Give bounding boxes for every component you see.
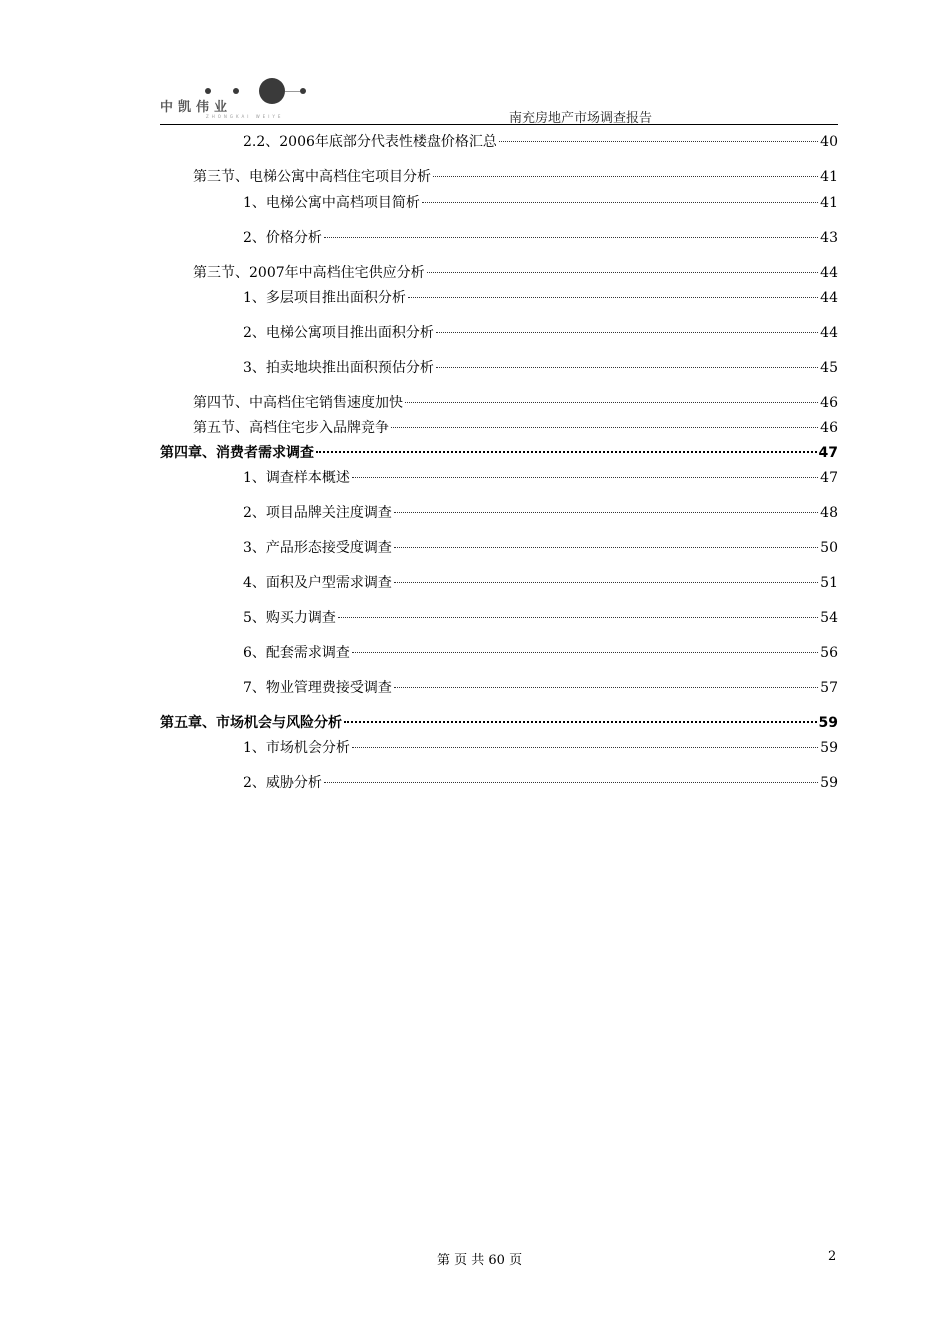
toc-entry-title: 7、物业管理费接受调查 — [243, 680, 392, 696]
toc-dot-leader — [436, 331, 818, 333]
toc-entry-title: 1、市场机会分析 — [243, 740, 350, 756]
report-title: 南充房地产市场调查报告 — [508, 111, 652, 126]
toc-entry-page: 47 — [820, 470, 838, 486]
toc-entry-section[interactable] — [160, 263, 838, 283]
toc-entry-item[interactable] — [160, 503, 838, 523]
toc-entry-page: 41 — [820, 169, 838, 185]
toc-dot-leader — [352, 651, 818, 653]
toc-entry-section[interactable] — [160, 167, 838, 187]
toc-entry-item[interactable] — [160, 773, 838, 793]
toc-entry-title: 第五节、高档住宅步入品牌竞争 — [193, 420, 389, 436]
toc-entry-page: 46 — [820, 395, 838, 411]
toc-entry-title: 第四章、消费者需求调查 — [160, 445, 314, 461]
toc-entry-item[interactable] — [160, 193, 838, 213]
toc-entry-page: 40 — [820, 134, 838, 150]
footer-page-count: 第 页 共 60 页 — [437, 1253, 523, 1268]
toc-entry-title: 2.2、2006年底部分代表性楼盘价格汇总 — [243, 134, 497, 150]
header-divider — [160, 124, 838, 125]
toc-dot-leader — [324, 781, 818, 783]
toc-entry-title: 2、价格分析 — [243, 230, 322, 246]
toc-entry-page: 59 — [818, 715, 838, 731]
toc-entry-title: 6、配套需求调查 — [243, 645, 350, 661]
toc-entry-title: 第三节、电梯公寓中高档住宅项目分析 — [193, 169, 431, 185]
toc-entry-page: 51 — [820, 575, 838, 591]
toc-dot-leader — [405, 401, 818, 403]
toc-entry-section[interactable] — [160, 393, 838, 413]
toc-entry-page: 44 — [820, 325, 838, 341]
toc-dot-leader — [433, 175, 818, 177]
logo-text: 中凯伟业 — [160, 100, 233, 115]
toc-dot-leader — [352, 746, 818, 748]
logo-subtext: ZHONGKAI WEIYE — [206, 114, 284, 119]
toc-entry-page: 44 — [820, 265, 838, 281]
toc-entry-page: 45 — [820, 360, 838, 376]
toc-entry-title: 第五章、市场机会与风险分析 — [160, 715, 342, 731]
toc-entry-page: 57 — [820, 680, 838, 696]
toc-entry-page: 41 — [820, 195, 838, 211]
toc-dot-leader — [324, 236, 818, 238]
toc-entry-item[interactable] — [160, 358, 838, 378]
toc-entry-title: 4、面积及户型需求调查 — [243, 575, 392, 591]
toc-entry-item[interactable] — [160, 468, 838, 488]
toc-entry-title: 1、多层项目推出面积分析 — [243, 290, 406, 306]
toc-entry-page: 43 — [820, 230, 838, 246]
toc-entry-title: 1、电梯公寓中高档项目简析 — [243, 195, 420, 211]
toc-entry-title: 1、调查样本概述 — [243, 470, 350, 486]
toc-dot-leader — [394, 511, 818, 513]
toc-entry-title: 5、购买力调查 — [243, 610, 336, 626]
toc-entry-page: 47 — [818, 445, 838, 461]
toc-entry-item[interactable] — [160, 643, 838, 663]
toc-entry-chapter[interactable] — [160, 443, 838, 463]
toc-entry-title: 2、项目品牌关注度调查 — [243, 505, 392, 521]
toc-entry-item[interactable] — [160, 132, 838, 152]
toc-dot-leader — [427, 271, 819, 273]
toc-dot-leader — [422, 201, 818, 203]
toc-entry-page: 50 — [820, 540, 838, 556]
toc-entry-title: 第四节、中高档住宅销售速度加快 — [193, 395, 403, 411]
toc-entry-title: 2、电梯公寓项目推出面积分析 — [243, 325, 434, 341]
toc-entry-page: 54 — [820, 610, 838, 626]
toc-dot-leader — [436, 366, 818, 368]
toc-entry-title: 第三节、2007年中高档住宅供应分析 — [193, 265, 425, 281]
toc-entry-item[interactable] — [160, 538, 838, 558]
toc-entry-item[interactable] — [160, 678, 838, 698]
toc-dot-leader — [316, 450, 817, 453]
toc-dot-leader — [499, 140, 818, 142]
toc-entry-page: 44 — [820, 290, 838, 306]
toc-entry-item[interactable] — [160, 608, 838, 628]
toc-entry-item[interactable] — [160, 288, 838, 308]
toc-dot-leader — [338, 616, 818, 618]
toc-entry-item[interactable] — [160, 323, 838, 343]
toc-entry-title: 3、拍卖地块推出面积预估分析 — [243, 360, 434, 376]
toc-dot-leader — [394, 581, 818, 583]
company-logo — [158, 72, 318, 122]
toc-dot-leader — [352, 476, 818, 478]
toc-entry-page: 56 — [820, 645, 838, 661]
toc-dot-leader — [394, 546, 818, 548]
toc-dot-leader — [391, 426, 818, 428]
toc-entry-page: 59 — [820, 740, 838, 756]
toc-entry-page: 48 — [820, 505, 838, 521]
toc-entry-chapter[interactable] — [160, 713, 838, 733]
toc-entry-title: 2、威胁分析 — [243, 775, 322, 791]
toc-entry-title: 3、产品形态接受度调查 — [243, 540, 392, 556]
toc-entry-item[interactable] — [160, 738, 838, 758]
toc-entry-section[interactable] — [160, 418, 838, 438]
toc-entry-page: 59 — [820, 775, 838, 791]
toc-entry-item[interactable] — [160, 228, 838, 248]
toc-dot-leader — [408, 296, 818, 298]
toc-entry-item[interactable] — [160, 573, 838, 593]
toc-dot-leader — [394, 686, 818, 688]
footer-page-number: 2 — [828, 1249, 837, 1264]
toc-entry-page: 46 — [820, 420, 838, 436]
toc-dot-leader — [344, 720, 817, 723]
